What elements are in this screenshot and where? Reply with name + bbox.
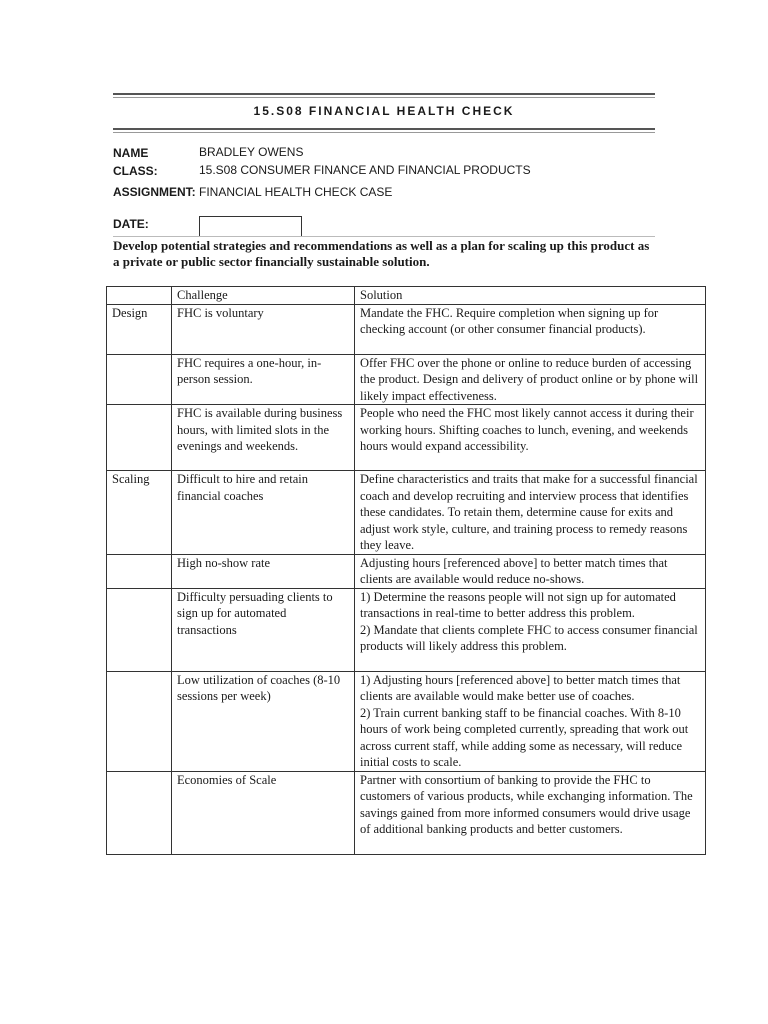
solution-line: 2) Train current banking staff to be financial coaches. With 8-10 hours of work being completed currently, spreading that work out across current staff, while adding some as necessary, will reduce initial costs to scale.	[360, 705, 689, 769]
name-value: BRADLEY OWENS	[199, 145, 304, 159]
table-row	[107, 405, 706, 471]
row-challenge: FHC is voluntary	[172, 304, 355, 354]
row-challenge: High no-show rate	[172, 554, 355, 588]
header-challenge: Challenge	[172, 287, 355, 305]
table-row	[107, 554, 706, 588]
table-row	[107, 588, 706, 671]
instructions-text: Develop potential strategies and recommendations as well as a plan for scaling up this product as a private or public sector financially sustainable solution.	[113, 238, 650, 269]
row-category: Scaling	[107, 471, 172, 555]
strategy-table	[106, 286, 706, 855]
solution-line: 2) Mandate that clients complete FHC to access consumer financial products will likely address this problem.	[360, 622, 698, 653]
title-bottom-rule	[113, 128, 655, 130]
header-blank	[107, 287, 172, 305]
row-solution	[355, 405, 706, 471]
title-top-rule	[113, 93, 655, 95]
table-row	[107, 671, 706, 771]
solution-line: 1) Adjusting hours [referenced above] to better match times that clients are available would make better use of coaches.	[360, 672, 681, 703]
assignment-label: ASSIGNMENT:	[113, 185, 196, 199]
row-solution	[355, 771, 706, 854]
name-label: NAME	[113, 146, 149, 160]
row-solution	[355, 554, 706, 588]
table-row	[107, 471, 706, 555]
solution-line: Mandate the FHC. Require completion when signing up for checking account (or other consumer financial products).	[360, 305, 659, 336]
row-category	[107, 771, 172, 854]
row-category	[107, 405, 172, 471]
solution-line: Define characteristics and traits that make for a successful financial coach and develop recruiting and interview process that identifies these candidates. To retain them, determine cause for exits and adjust work style, culture, and training process to remedy reasons they leave.	[360, 472, 698, 552]
row-category: Design	[107, 304, 172, 354]
solution-line: People who need the FHC most likely cannot access it during their working hours. Shifting coaches to lunch, evening, and weekends hours would expand accessibility.	[360, 406, 694, 453]
row-category	[107, 354, 172, 405]
row-category	[107, 671, 172, 771]
row-solution	[355, 471, 706, 555]
row-solution	[355, 354, 706, 405]
row-challenge: Economies of Scale	[172, 771, 355, 854]
row-challenge: Difficult to hire and retain financial coaches	[172, 471, 355, 555]
row-solution	[355, 588, 706, 671]
row-challenge: Difficulty persuading clients to sign up for automated transactions	[172, 588, 355, 671]
row-category	[107, 588, 172, 671]
table-row	[107, 771, 706, 854]
solution-line: Partner with consortium of banking to provide the FHC to customers of various products, while exchanging information. The savings gained from more informed consumers would drive usage of additional banking products and better customers.	[360, 772, 693, 836]
date-field[interactable]	[199, 216, 302, 237]
table-row	[107, 304, 706, 354]
solution-line: Adjusting hours [referenced above] to better match times that clients are available would reduce no-shows.	[360, 555, 668, 586]
table-row	[107, 354, 706, 405]
row-solution	[355, 304, 706, 354]
row-solution	[355, 671, 706, 771]
assignment-value: FINANCIAL HEALTH CHECK CASE	[199, 185, 393, 199]
solution-line: 1) Determine the reasons people will not sign up for automated transactions in real-time to better address this problem.	[360, 589, 676, 620]
solution-line: Offer FHC over the phone or online to reduce burden of accessing the product. Design and delivery of product online or by phone will likely impact effectiveness.	[360, 355, 699, 403]
class-label: CLASS:	[113, 164, 158, 178]
row-challenge: FHC requires a one-hour, in-person session.	[172, 354, 355, 405]
document-title: 15.S08 FINANCIAL HEALTH CHECK	[253, 104, 515, 118]
class-value: 15.S08 CONSUMER FINANCE AND FINANCIAL PRODUCTS	[199, 163, 531, 177]
header-solution: Solution	[355, 287, 706, 305]
table-header-row	[107, 287, 706, 305]
row-challenge: FHC is available during business hours, with limited slots in the evenings and weekends.	[172, 405, 355, 471]
date-label: DATE:	[113, 217, 149, 231]
divider	[113, 236, 655, 237]
row-category	[107, 554, 172, 588]
row-challenge: Low utilization of coaches (8-10 sessions per week)	[172, 671, 355, 771]
